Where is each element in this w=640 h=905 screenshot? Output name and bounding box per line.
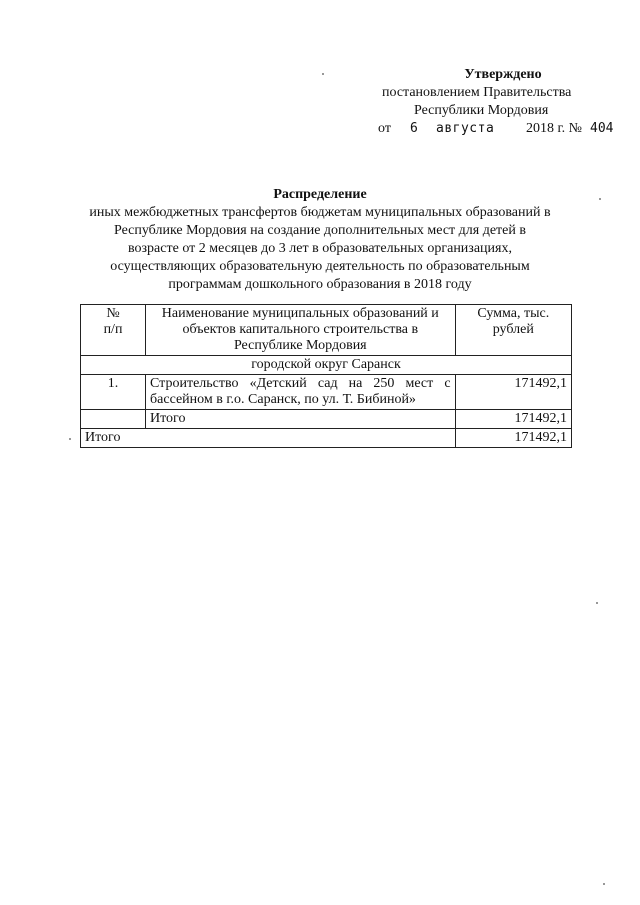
scan-speck: [603, 883, 605, 885]
scan-speck: [69, 438, 71, 440]
scan-speck: [596, 602, 598, 604]
total-row: [81, 429, 572, 448]
approval-number: 404: [590, 121, 614, 136]
distribution-table: [80, 304, 572, 448]
subtotal-row: [81, 410, 572, 429]
row-name: Строительство «Детский сад на 250 мест с бассейном в г.о. Саранск, по ул. Т. Бибиной»: [146, 375, 456, 410]
region-label: Республики Мордовия: [414, 103, 549, 118]
document-heading: Распределение: [273, 187, 367, 202]
table-group-row: [81, 356, 572, 375]
approval-year: 2018 г. №: [526, 121, 583, 136]
approval-date-line: [370, 120, 614, 138]
document-title: [60, 186, 580, 294]
approval-day: 6: [410, 121, 419, 136]
header-sum: Сумма, тыс. рублей: [455, 305, 571, 356]
approval-stamp: [370, 66, 614, 138]
header-name: Наименование муниципальных образований и объектов капитального строительства в Республике Мордовия: [146, 305, 456, 356]
header-num: № п/п: [81, 305, 146, 356]
date-prefix: от: [378, 121, 391, 136]
total-sum: 171492,1: [455, 429, 571, 448]
scan-speck: [599, 198, 601, 200]
approval-month: августа: [436, 121, 495, 136]
row-num: 1.: [81, 375, 146, 410]
subtotal-label: Итого: [146, 410, 456, 429]
table-header-row: [81, 305, 572, 356]
subtotal-sum: 171492,1: [455, 410, 571, 429]
total-label: Итого: [81, 429, 456, 448]
approved-label: Утверждено: [464, 67, 542, 82]
subtotal-empty-cell: [81, 410, 146, 429]
row-sum: 171492,1: [455, 375, 571, 410]
document-subtitle: иных межбюджетных трансфертов бюджетам муниципальных образований в Республике Мордовия на создание дополнительных мест для детей в возрасте от 2 месяцев до 3 лет в образовательных организациях, осуществляющих образовательную деятельность по образовательным программам дошкольного образования в 2018 году: [89, 205, 551, 292]
resolution-label: постановлением Правительства: [382, 85, 572, 100]
table-row: [81, 375, 572, 410]
group-label: городской округ Саранск: [81, 356, 572, 375]
scan-speck: [322, 73, 324, 75]
